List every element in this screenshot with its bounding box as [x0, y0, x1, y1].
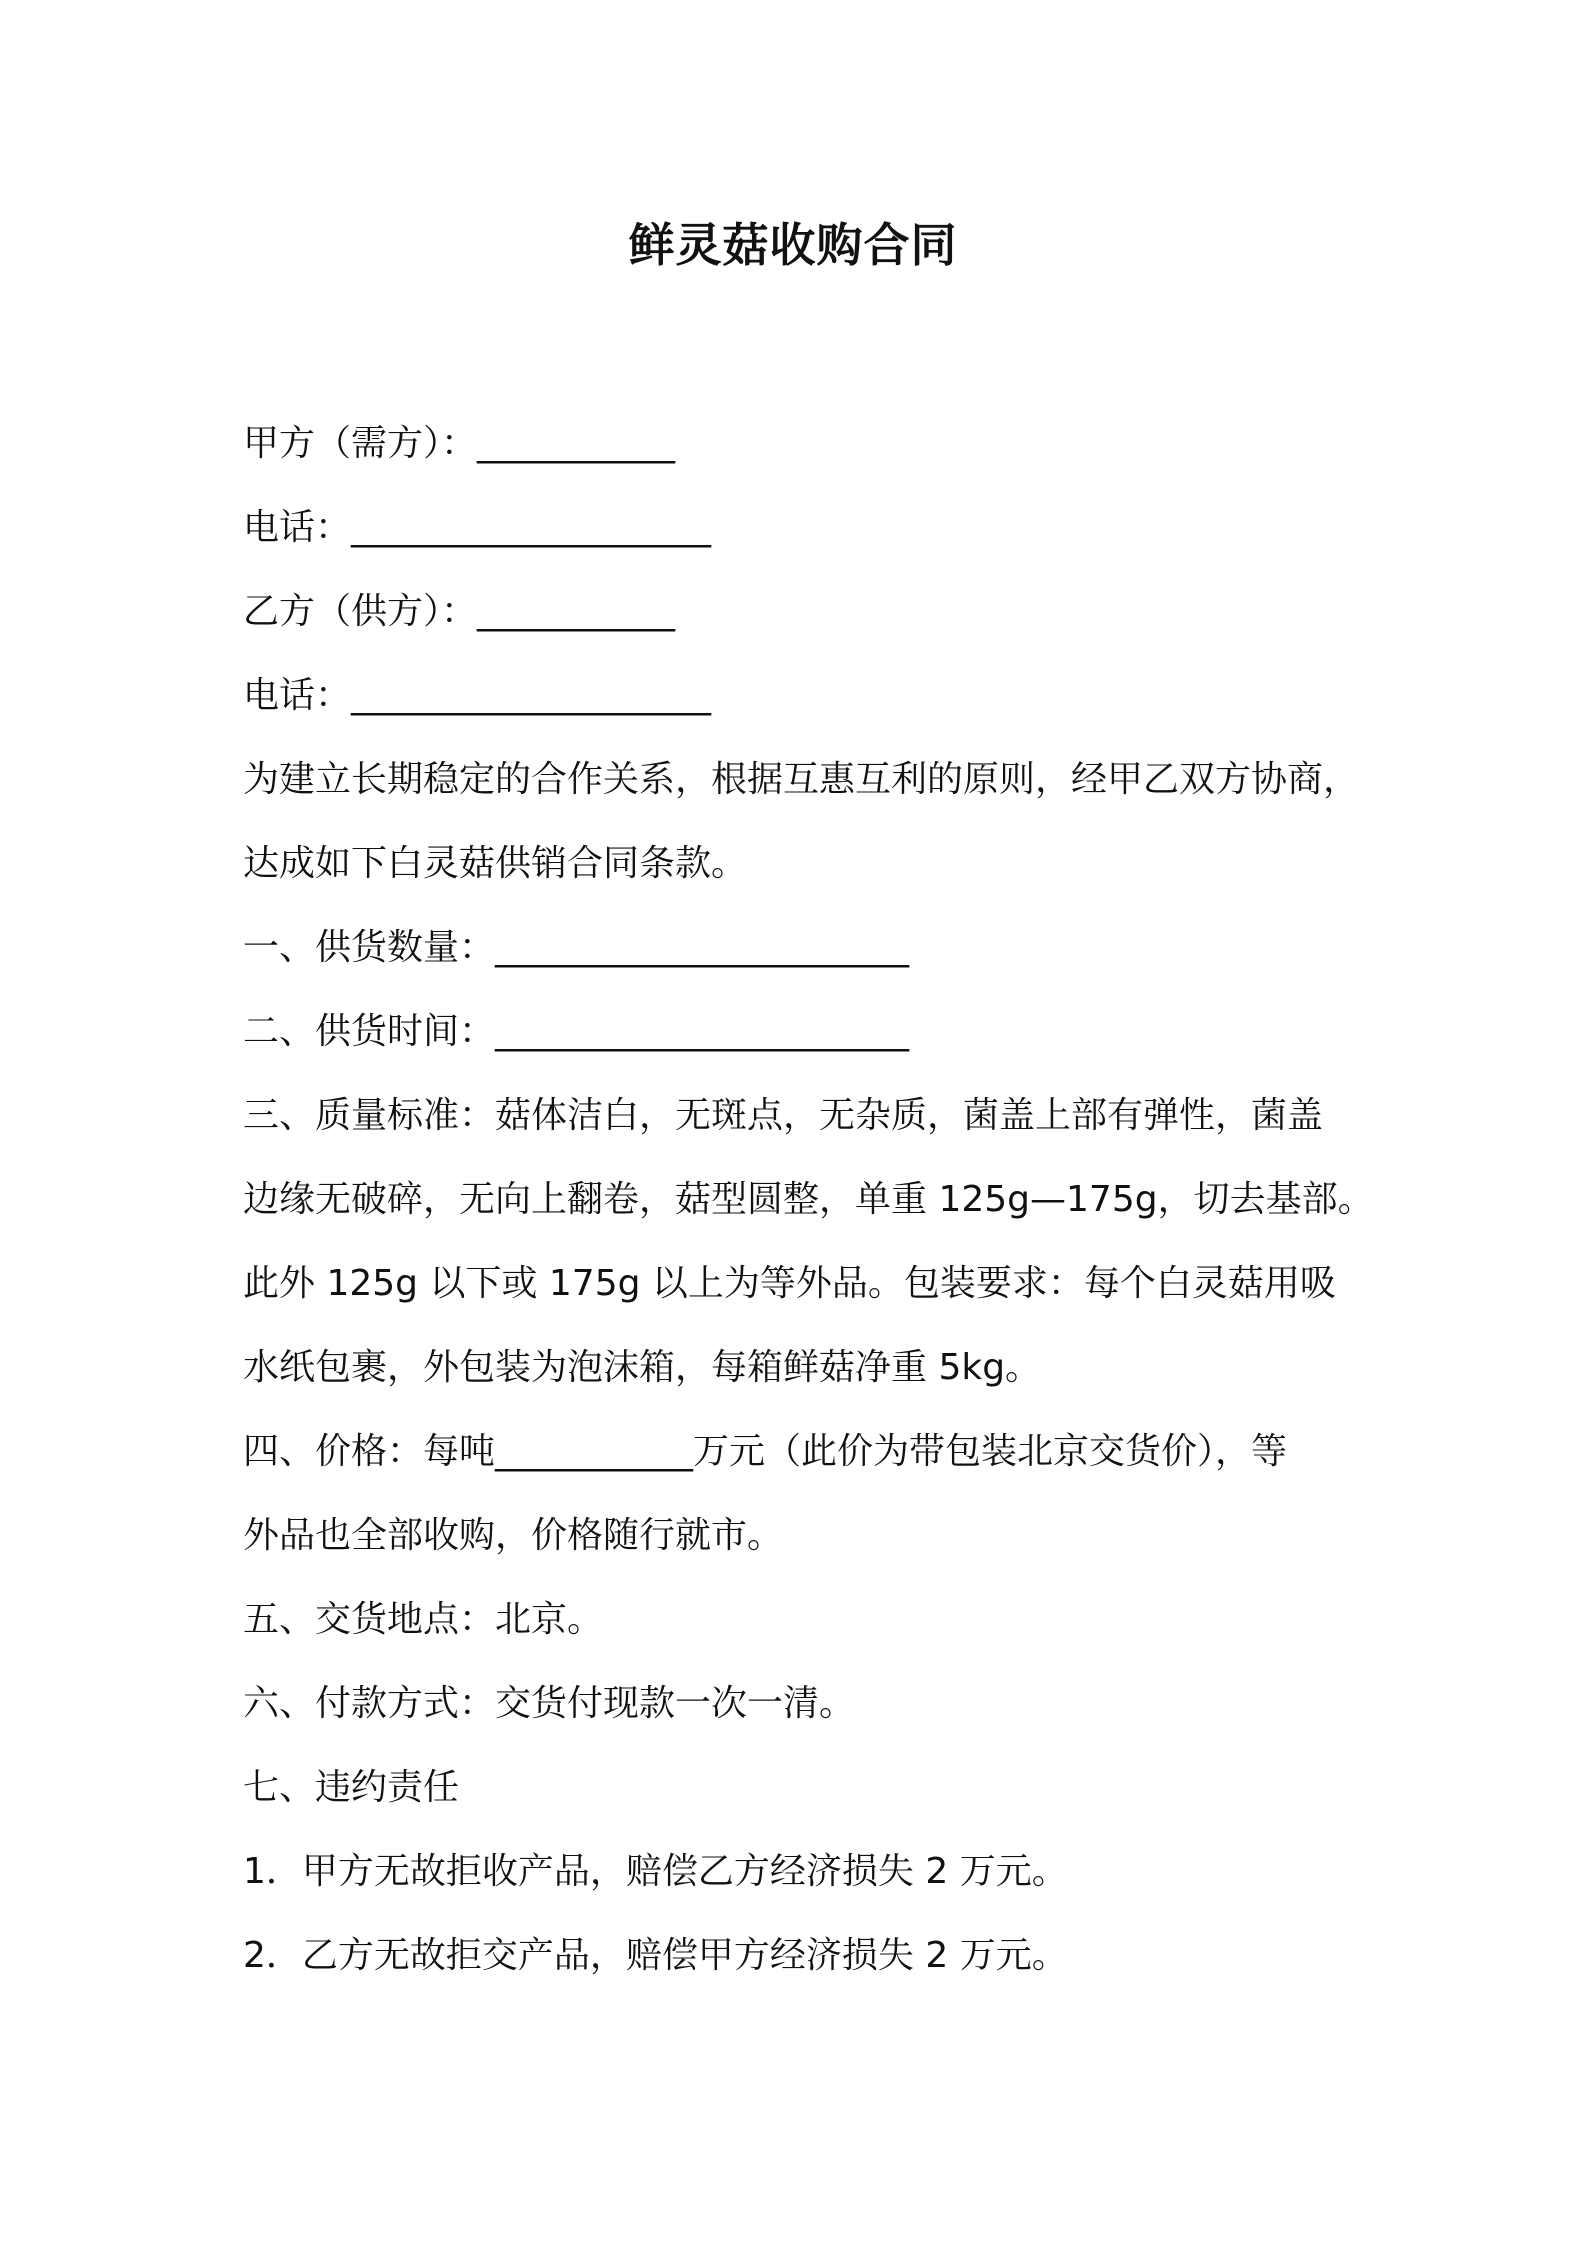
clause-delivery-location: 五、交货地点：北京。	[243, 1599, 604, 1640]
clause-quality-line-2: 边缘无破碎，无向上翻卷，菇型圆整，单重 125g—175g，切去基部。	[243, 1179, 1374, 1220]
intro-paragraph-line-2: 达成如下白灵菇供销合同条款。	[243, 843, 748, 884]
party-a-phone-line: 电话：____________________	[243, 507, 712, 548]
breach-item-1: 1．甲方无故拒收产品，赔偿乙方经济损失 2 万元。	[243, 1851, 1068, 1892]
party-b-phone-line: 电话：____________________	[243, 675, 712, 716]
clause-supply-quantity: 一、供货数量：_______________________	[243, 927, 910, 968]
clause-quality-line-4: 水纸包裹，外包装为泡沫箱，每箱鲜菇净重 5kg。	[243, 1347, 1042, 1388]
clause-payment-method: 六、付款方式：交货付现款一次一清。	[243, 1683, 856, 1724]
clause-breach-heading: 七、违约责任	[243, 1767, 460, 1808]
intro-paragraph-line-1: 为建立长期稳定的合作关系，根据互惠互利的原则，经甲乙双方协商，	[243, 759, 1360, 800]
party-a-line: 甲方（需方）：___________	[243, 423, 676, 464]
clause-supply-time: 二、供货时间：_______________________	[243, 1011, 910, 1052]
breach-item-2: 2．乙方无故拒交产品，赔偿甲方经济损失 2 万元。	[243, 1935, 1068, 1976]
clause-quality-line-3: 此外 125g 以下或 175g 以上为等外品。包装要求：每个白灵菇用吸	[243, 1263, 1336, 1304]
document-title: 鲜灵菇收购合同	[628, 218, 958, 272]
clause-price-line-2: 外品也全部收购，价格随行就市。	[243, 1515, 784, 1556]
document-body	[243, 402, 1374, 1998]
party-b-line: 乙方（供方）：___________	[243, 591, 676, 632]
clause-price-line-1: 四、价格：每吨___________万元（此价为带包装北京交货价），等	[243, 1431, 1288, 1472]
clause-quality-line-1: 三、质量标准：菇体洁白，无斑点，无杂质，菌盖上部有弹性，菌盖	[243, 1095, 1324, 1136]
